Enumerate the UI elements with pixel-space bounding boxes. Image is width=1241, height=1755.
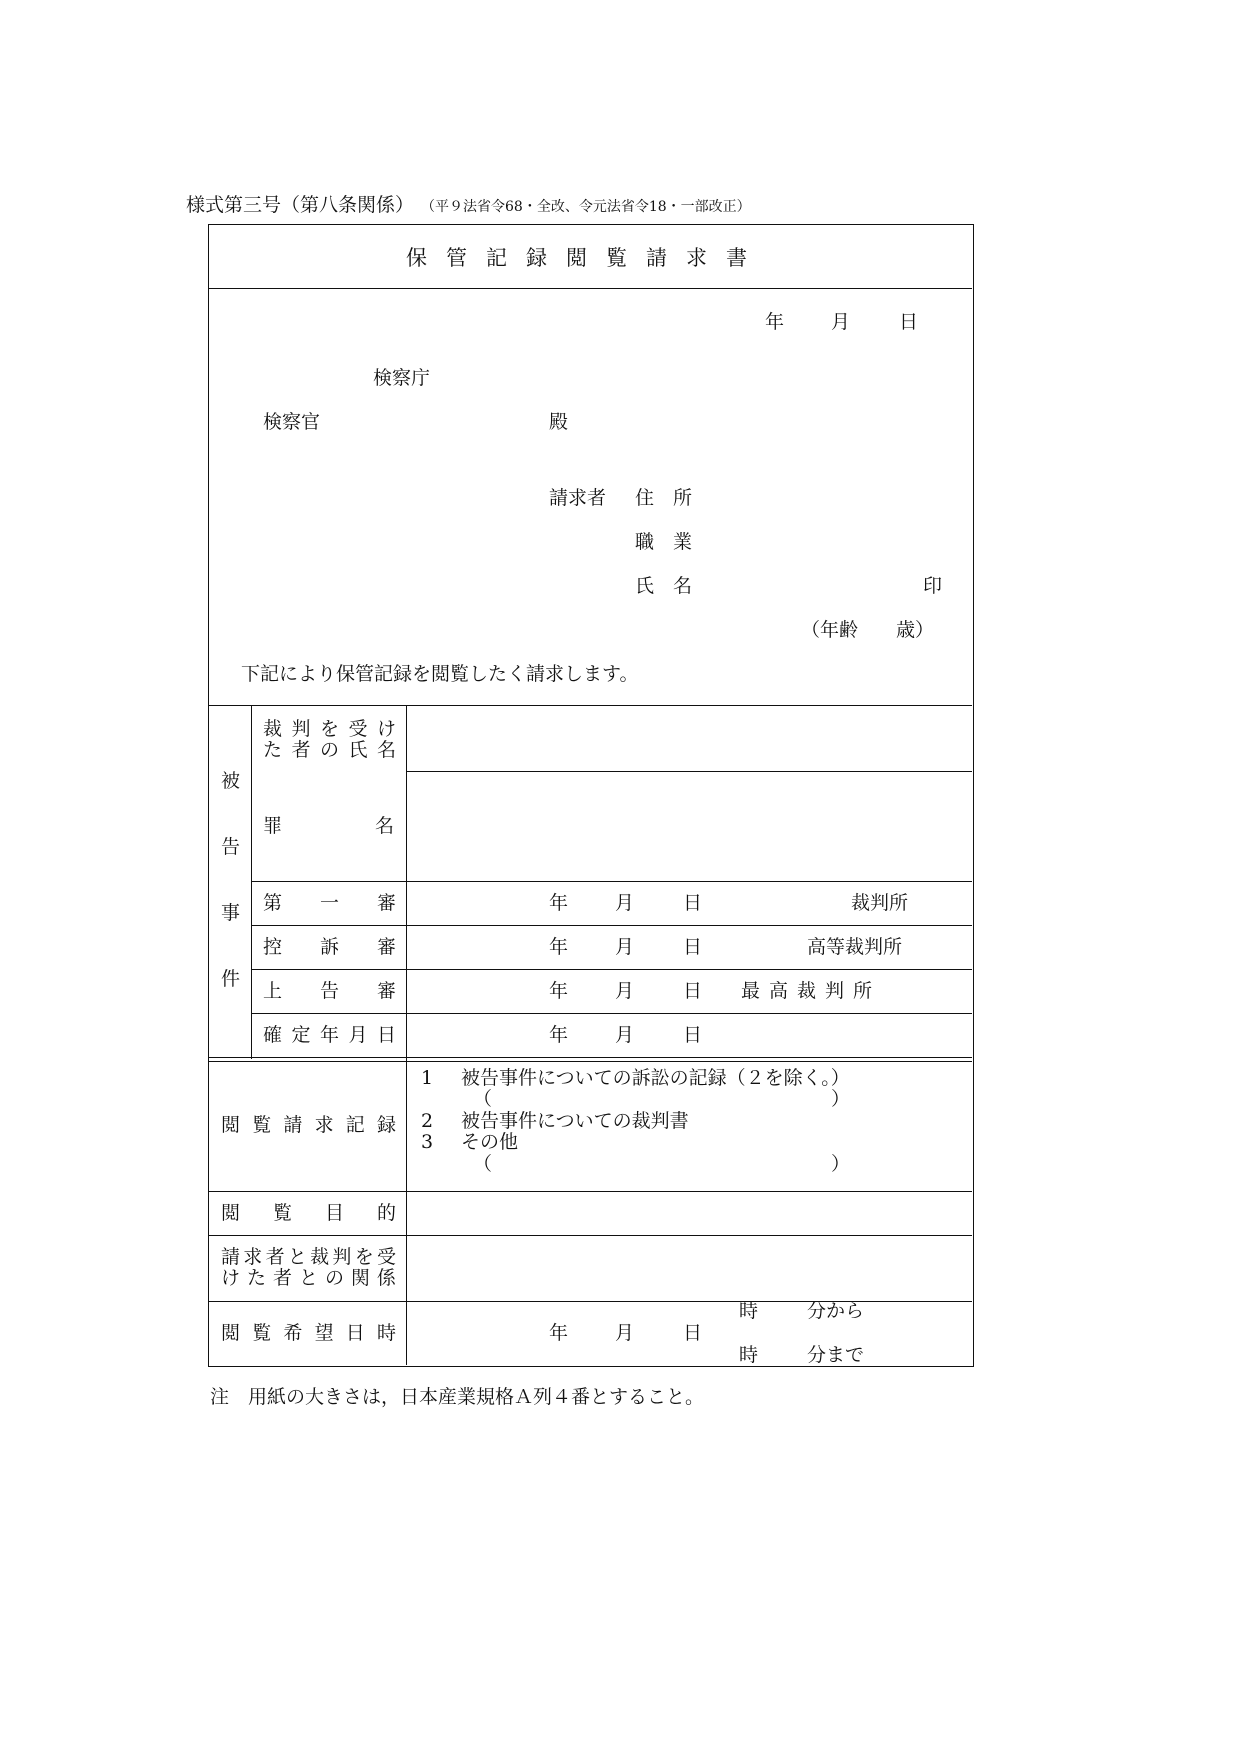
purpose-char-1: 閲 <box>221 1202 241 1224</box>
crime-label-a: 罪 <box>263 815 283 837</box>
records-item1: 被告事件についての訴訟の記録（２を除く。） <box>461 1067 850 1089</box>
form-title: 保管記録閲覧請求書 <box>406 246 766 270</box>
first-instance-char-3: 審 <box>376 892 396 914</box>
rule-name <box>406 771 972 772</box>
schedule-hour-from: 時 <box>739 1300 759 1322</box>
court-high: 高等裁判所 <box>807 936 903 958</box>
appeal-month: 月 <box>615 936 635 958</box>
finalized-date-label: 確 定 年 月 日 <box>263 1024 396 1046</box>
crime-label-b: 名 <box>375 815 395 837</box>
relation-label-line1: 請 求 者 と 裁 判 を 受 <box>221 1246 396 1268</box>
side-label-3: 事 <box>221 902 241 924</box>
occupation-label: 職 業 <box>635 531 693 553</box>
appeal-char-2: 訴 <box>319 936 339 958</box>
prosecutor-label: 検察官 <box>263 411 321 433</box>
final-appeal-label <box>263 980 396 1002</box>
rule-records <box>209 1191 972 1192</box>
schedule-month: 月 <box>615 1322 635 1344</box>
finalized-month: 月 <box>615 1024 635 1046</box>
seal-label: 印 <box>923 575 943 597</box>
name-label: 氏 名 <box>635 575 693 597</box>
purpose-label <box>221 1202 396 1224</box>
form-header <box>186 190 751 217</box>
rule-label-col <box>406 705 407 1365</box>
appeal-char-3: 審 <box>376 936 396 958</box>
final-appeal-char-2: 告 <box>319 980 339 1002</box>
honorific-label: 殿 <box>549 411 569 433</box>
intro-text: 下記により保管記録を閲覧したく請求します。 <box>241 663 639 685</box>
rule-crime <box>251 881 972 882</box>
rule-purpose <box>209 1235 972 1236</box>
records-item2-no: 2 <box>421 1110 434 1132</box>
appeal-year: 年 <box>549 936 569 958</box>
date-year: 年 <box>765 311 785 333</box>
first-year: 年 <box>549 892 569 914</box>
purpose-char-4: 的 <box>376 1202 396 1224</box>
footnote: 注 用紙の大きさは，日本産業規格Ａ列４番とすること。 <box>210 1386 705 1408</box>
records-item1-paren-open: （ <box>473 1088 493 1110</box>
requester-label: 請求者 <box>549 487 607 509</box>
date-month: 月 <box>831 311 851 333</box>
relation-label-line2: け た 者 と の 関 係 <box>221 1267 396 1289</box>
court-first: 裁判所 <box>851 892 909 914</box>
records-item3-paren-open: （ <box>473 1153 493 1175</box>
first-day: 日 <box>683 892 703 914</box>
first-instance-char-1: 第 <box>263 892 283 914</box>
appeal-day: 日 <box>683 936 703 958</box>
records-item2: 被告事件についての裁判書 <box>461 1110 689 1132</box>
first-instance-char-2: 一 <box>319 892 339 914</box>
records-item3: その他 <box>461 1131 519 1153</box>
records-label: 閲 覧 請 求 記 録 <box>221 1114 396 1136</box>
rule-side <box>251 705 252 1059</box>
schedule-year: 年 <box>549 1322 569 1344</box>
rule-case-end-2 <box>209 1061 972 1062</box>
revision-note: （平９法省令68・全改、令元法省令18・一部改正） <box>428 199 751 215</box>
address-label: 住 所 <box>635 487 693 509</box>
final-month: 月 <box>615 980 635 1002</box>
appeal-label <box>263 936 396 958</box>
schedule-label: 閲 覧 希 望 日 時 <box>221 1322 396 1344</box>
side-label-4: 件 <box>221 968 241 990</box>
court-supreme: 最高裁判所 <box>741 980 882 1002</box>
appeal-char-1: 控 <box>263 936 283 958</box>
schedule-until: 分まで <box>807 1344 865 1366</box>
side-label-2: 告 <box>221 836 241 858</box>
rule-appeal <box>251 969 972 970</box>
final-appeal-char-1: 上 <box>263 980 283 1002</box>
final-appeal-char-3: 審 <box>376 980 396 1002</box>
date-day: 日 <box>899 311 919 333</box>
records-item3-paren-close: ） <box>831 1153 851 1175</box>
form-number: 様式第三号（第八条関係） <box>186 194 415 216</box>
side-label-1: 被 <box>221 770 241 792</box>
person-name-label-line1: 裁 判 を 受 け <box>263 718 396 740</box>
records-item3-no: 3 <box>421 1131 434 1153</box>
purpose-char-3: 目 <box>324 1202 344 1224</box>
final-year: 年 <box>549 980 569 1002</box>
schedule-from: 分から <box>807 1300 865 1322</box>
person-name-label-line2: た 者 の 氏 名 <box>263 739 396 761</box>
schedule-day: 日 <box>683 1322 703 1344</box>
office-label: 検察庁 <box>373 367 431 389</box>
rule-title <box>209 288 972 289</box>
request-form <box>208 224 974 1367</box>
first-instance-label <box>263 892 396 914</box>
finalized-day: 日 <box>683 1024 703 1046</box>
purpose-char-2: 覧 <box>272 1202 292 1224</box>
rule-case-end-1 <box>209 1057 972 1058</box>
age-label: （年齢 歳） <box>801 619 935 641</box>
finalized-year: 年 <box>549 1024 569 1046</box>
rule-first <box>251 925 972 926</box>
first-month: 月 <box>615 892 635 914</box>
rule-body <box>209 705 972 706</box>
records-item1-no: 1 <box>421 1067 434 1089</box>
records-item1-paren-close: ） <box>831 1088 851 1110</box>
rule-final <box>251 1013 972 1014</box>
schedule-hour-until: 時 <box>739 1344 759 1366</box>
final-day: 日 <box>683 980 703 1002</box>
